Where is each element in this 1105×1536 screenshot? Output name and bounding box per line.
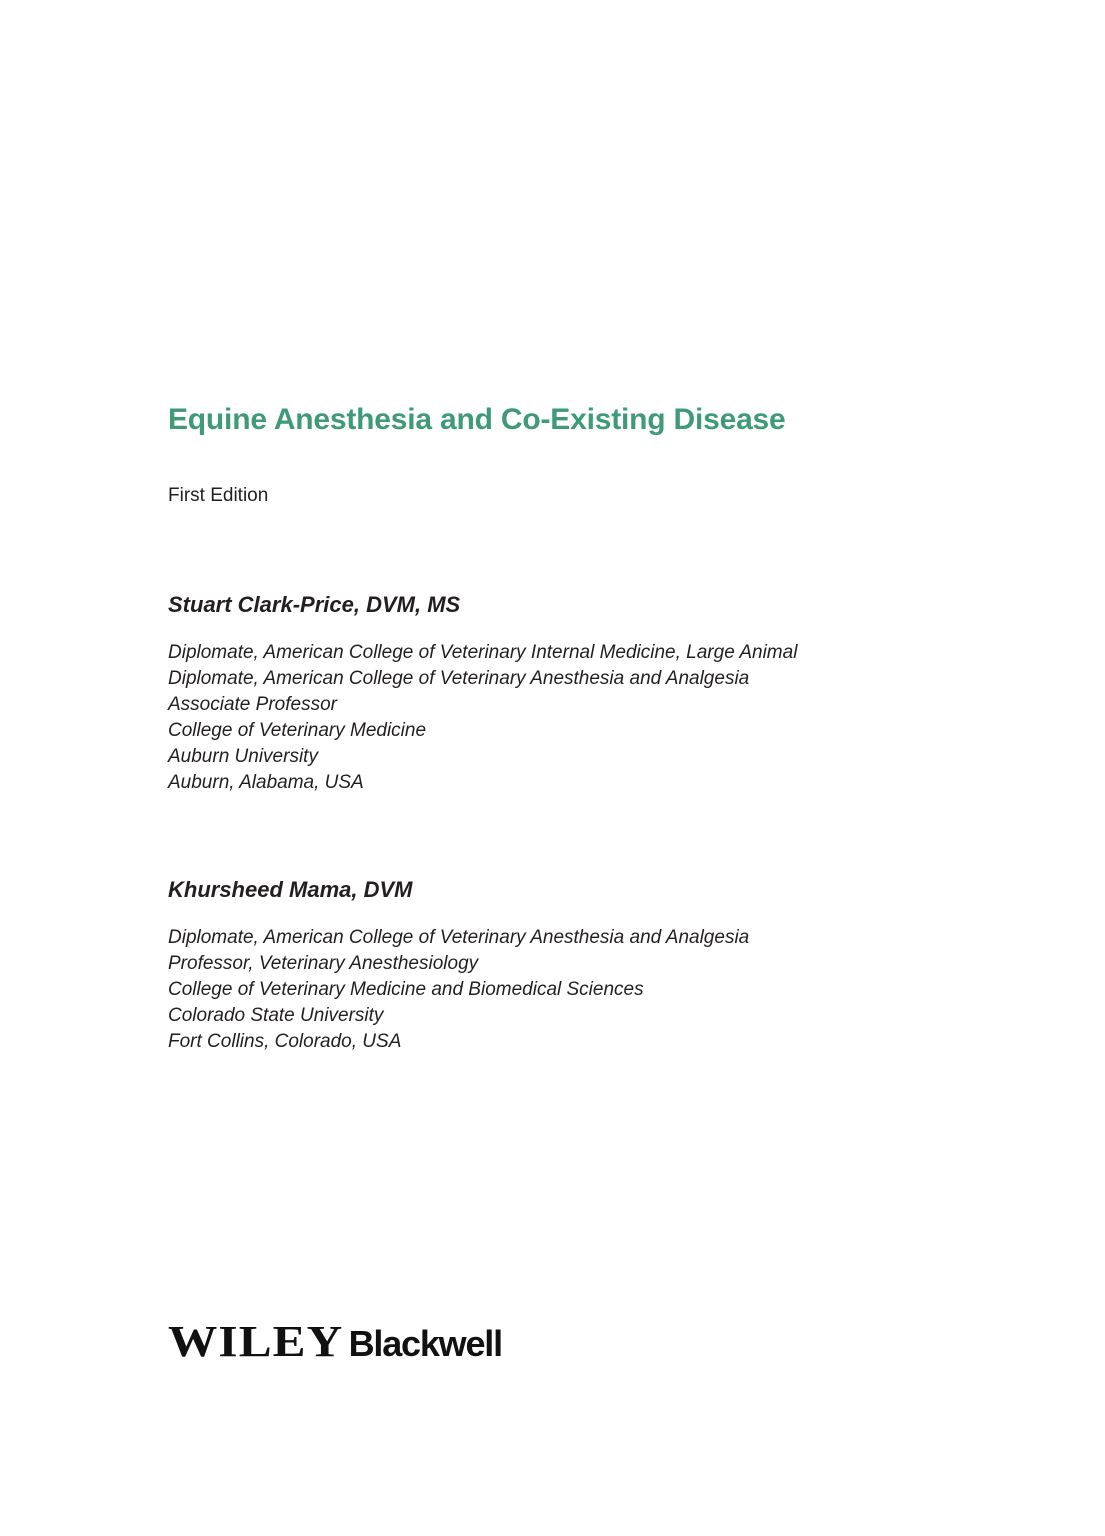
edition-label: First Edition <box>168 485 269 506</box>
affiliation-line: College of Veterinary Medicine and Biomedical Sciences <box>168 979 644 1000</box>
affiliation-line: Fort Collins, Colorado, USA <box>168 1031 402 1052</box>
affiliation-line: Diplomate, American College of Veterinary Anesthesia and Analgesia <box>168 927 750 948</box>
author-block <box>168 590 797 796</box>
affiliation-line: Associate Professor <box>168 694 337 715</box>
book-title: Equine Anesthesia and Co-Existing Disease <box>168 403 786 436</box>
affiliation-list <box>168 640 797 796</box>
affiliation-line: Auburn, Alabama, USA <box>168 772 364 793</box>
publisher-logo-blackwell: Blackwell <box>348 1323 502 1364</box>
author-name: Khursheed Mama, DVM <box>168 877 413 902</box>
publisher-logo-wiley: WILEY <box>168 1317 344 1366</box>
affiliation-line: Auburn University <box>168 746 318 767</box>
affiliation-line: Professor, Veterinary Anesthesiology <box>168 953 479 974</box>
author-name: Stuart Clark-Price, DVM, MS <box>168 592 461 617</box>
affiliation-line: Diplomate, American College of Veterinary Internal Medicine, Large Animal <box>168 642 798 663</box>
affiliation-line: College of Veterinary Medicine <box>168 720 427 741</box>
affiliation-line: Colorado State University <box>168 1005 384 1026</box>
publisher-logo <box>168 1316 502 1366</box>
affiliation-line: Diplomate, American College of Veterinary Anesthesia and Analgesia <box>168 668 750 689</box>
author-block <box>168 875 749 1055</box>
affiliation-list <box>168 925 749 1055</box>
